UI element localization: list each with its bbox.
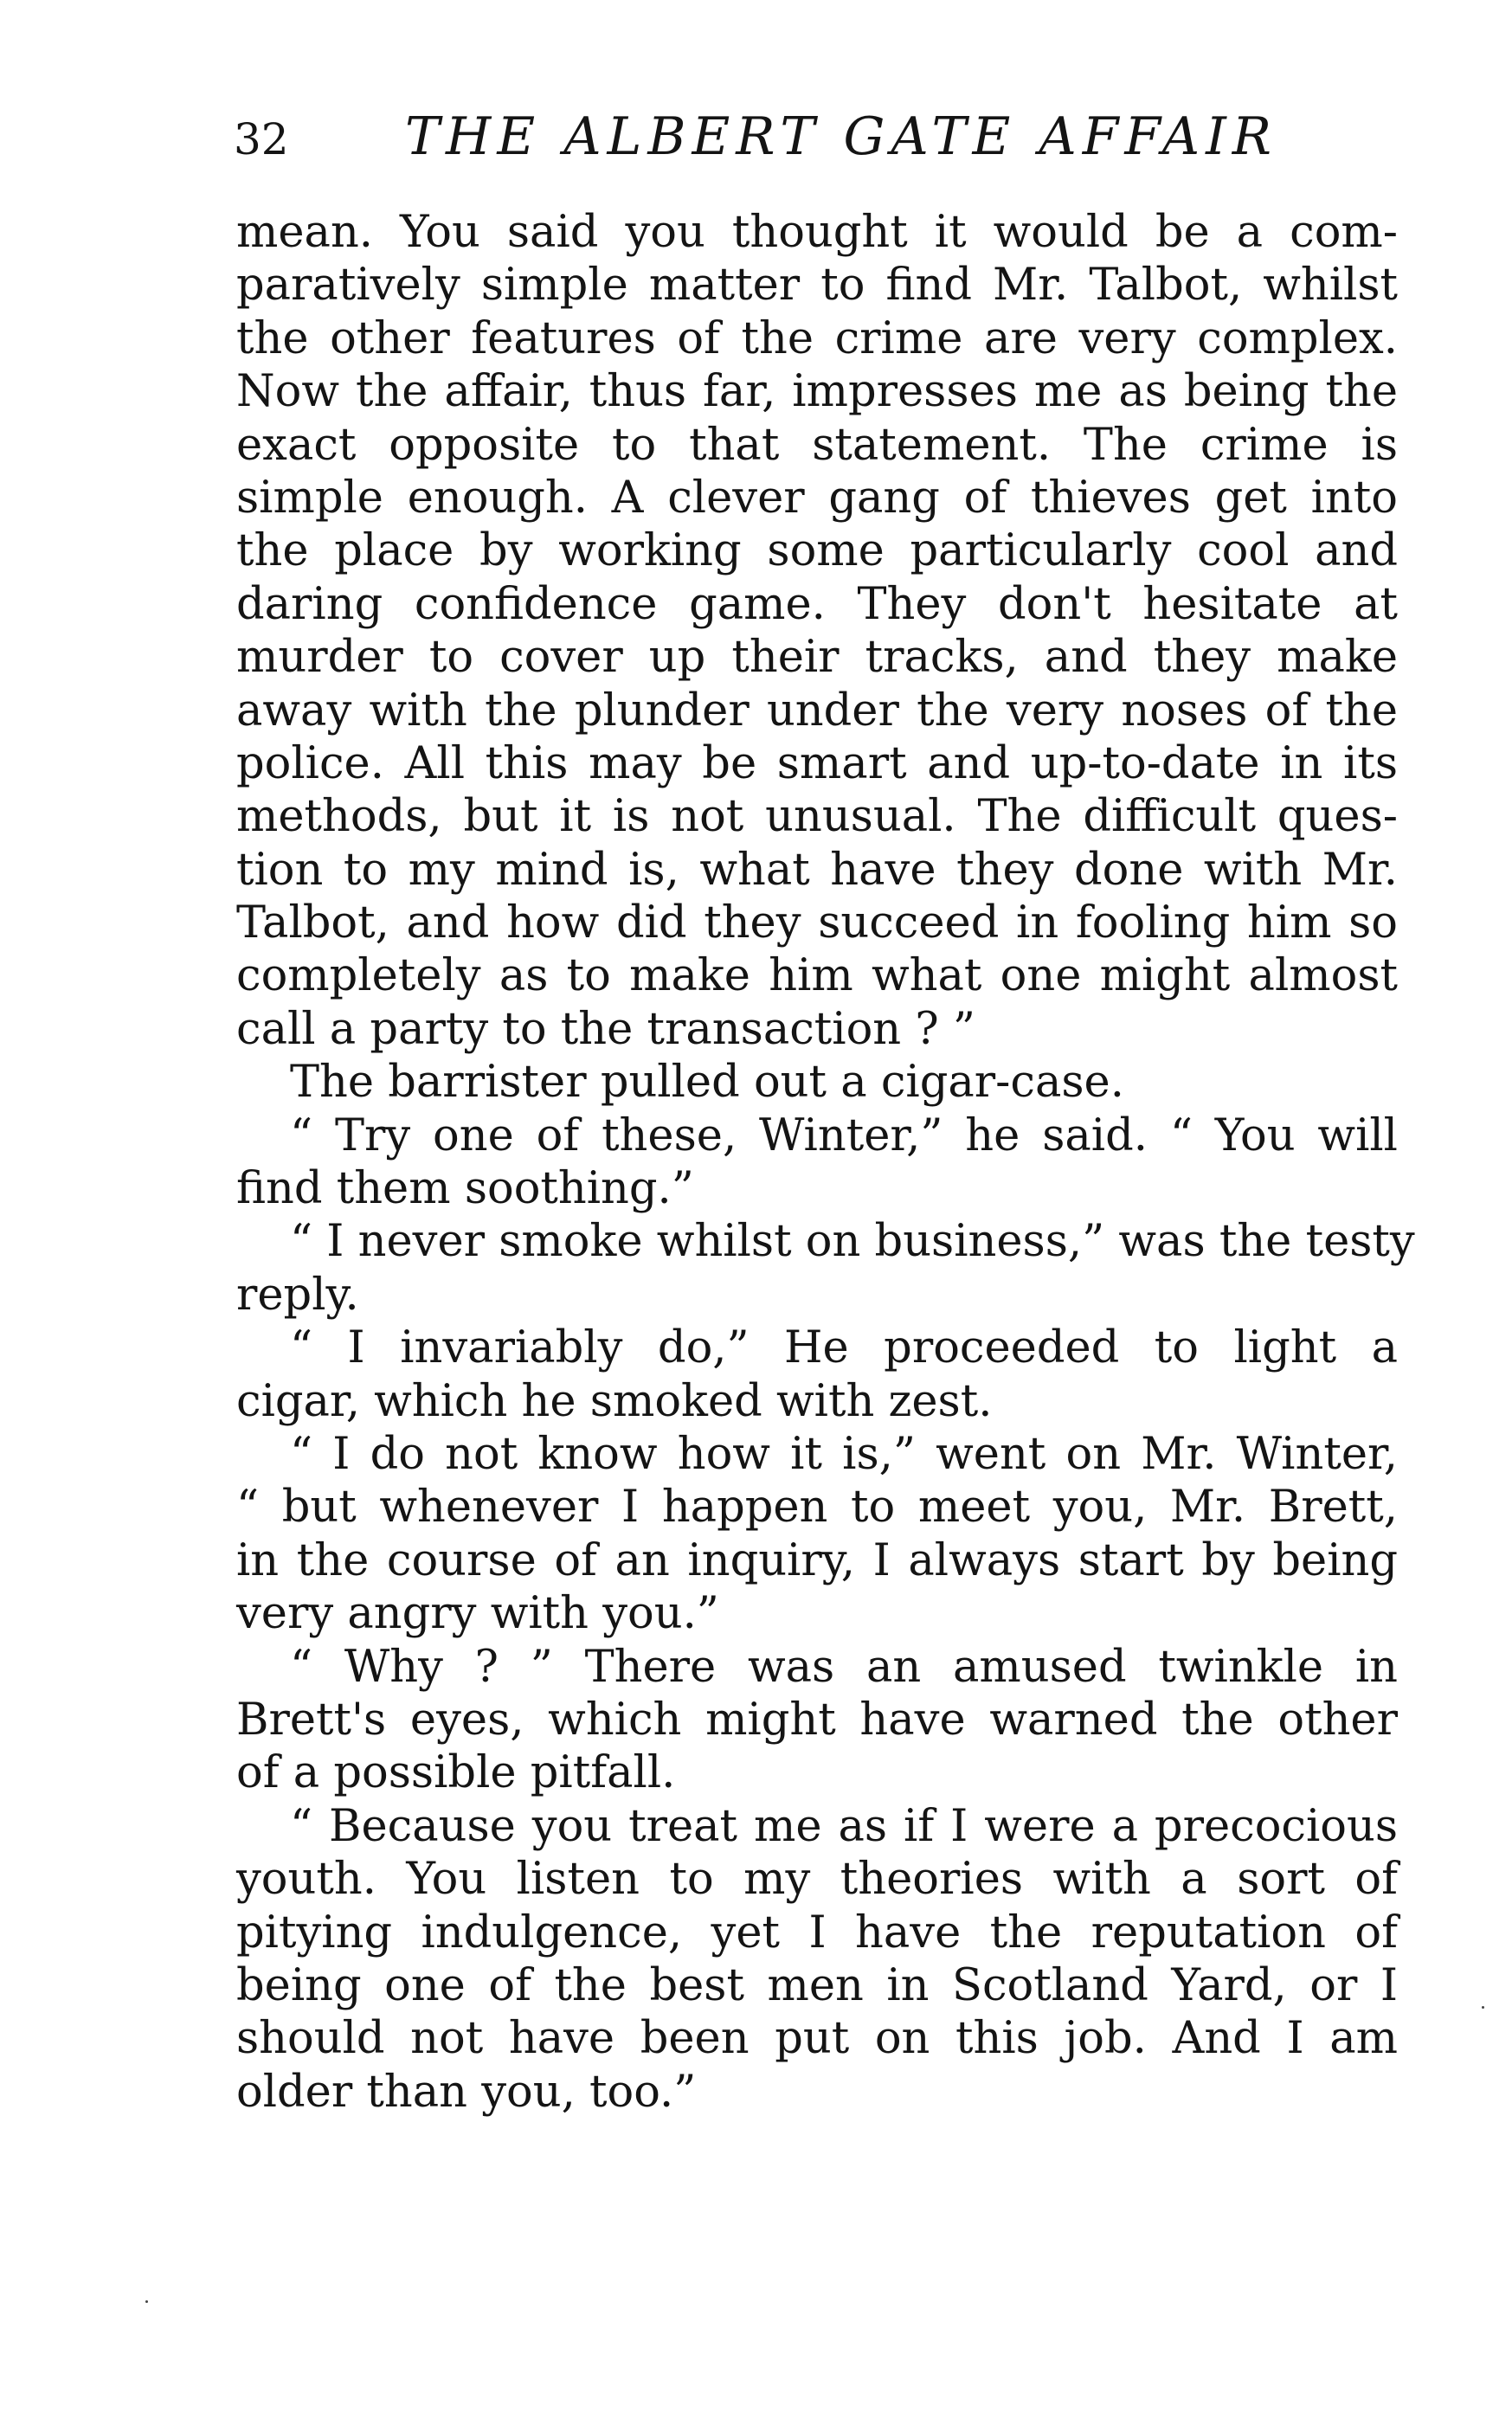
text-line: police. All this may be smart and up-to-date in its	[236, 737, 1398, 789]
text-line: being one of the best men in Scotland Yard, or I	[236, 1959, 1398, 2011]
running-header	[234, 106, 1402, 180]
text-line: murder to cover up their tracks, and they make	[236, 632, 1398, 684]
text-line: “ I never smoke whilst on business,” was the testy	[290, 1216, 1415, 1268]
scan-speck	[145, 2300, 148, 2303]
text-line: pitying indulgence, yet I have the reputation of	[236, 1907, 1398, 1958]
text-line: “ Try one of these, Winter,” he said. “ You will	[290, 1109, 1398, 1161]
text-line: tion to my mind is, what have they done with Mr.	[236, 844, 1398, 896]
text-line: of a possible pitfall.	[236, 1747, 676, 1799]
text-line: daring confidence game. They don't hesitate at	[236, 578, 1398, 630]
text-line: “ I do not know how it is,” went on Mr. Winter,	[290, 1428, 1398, 1480]
text-line: The barrister pulled out a cigar-case.	[290, 1057, 1124, 1109]
text-line: “ but whenever I happen to meet you, Mr. Brett,	[236, 1482, 1398, 1534]
text-line: methods, but it is not unusual. The difficult ques-	[236, 791, 1398, 843]
text-line: youth. You listen to my theories with a sort of	[236, 1854, 1398, 1906]
running-title: THE ALBERT GATE AFFAIR	[405, 106, 1277, 167]
text-line: call a party to the transaction ? ”	[236, 1003, 975, 1055]
text-line: Brett's eyes, which might have warned the other	[236, 1694, 1398, 1746]
text-line: “ I invariably do,” He proceeded to light a	[290, 1322, 1398, 1374]
text-line: away with the plunder under the very noses of the	[236, 685, 1398, 736]
text-line: older than you, too.”	[236, 2066, 697, 2118]
page-number: 32	[234, 114, 289, 164]
text-line: in the course of an inquiry, I always start by being	[236, 1534, 1398, 1586]
text-line: simple enough. A clever gang of thieves get into	[236, 472, 1398, 524]
text-line: “ Why ? ” There was an amused twinkle in	[290, 1641, 1398, 1693]
text-line: Talbot, and how did they succeed in fooling him so	[236, 897, 1398, 949]
body-text	[236, 206, 1415, 2119]
text-line: the other features of the crime are very complex.	[236, 312, 1398, 364]
text-line: cigar, which he smoked with zest.	[236, 1375, 993, 1427]
text-line: paratively simple matter to find Mr. Talbot, whilst	[236, 260, 1398, 312]
scan-speck	[1482, 2006, 1484, 2009]
text-line: very angry with you.”	[236, 1588, 719, 1640]
text-line: exact opposite to that statement. The crime is	[236, 419, 1398, 471]
text-line: mean. You said you thought it would be a com-	[236, 207, 1398, 258]
text-line: reply.	[236, 1269, 359, 1321]
text-line: should not have been put on this job. And I am	[236, 2013, 1398, 2065]
text-line: the place by working some particularly cool and	[236, 525, 1398, 577]
text-line: Now the affair, thus far, impresses me as being the	[236, 366, 1398, 418]
text-line: completely as to make him what one might almost	[236, 950, 1398, 1002]
text-line: find them soothing.”	[236, 1163, 694, 1215]
text-line: “ Because you treat me as if I were a precocious	[290, 1800, 1398, 1852]
